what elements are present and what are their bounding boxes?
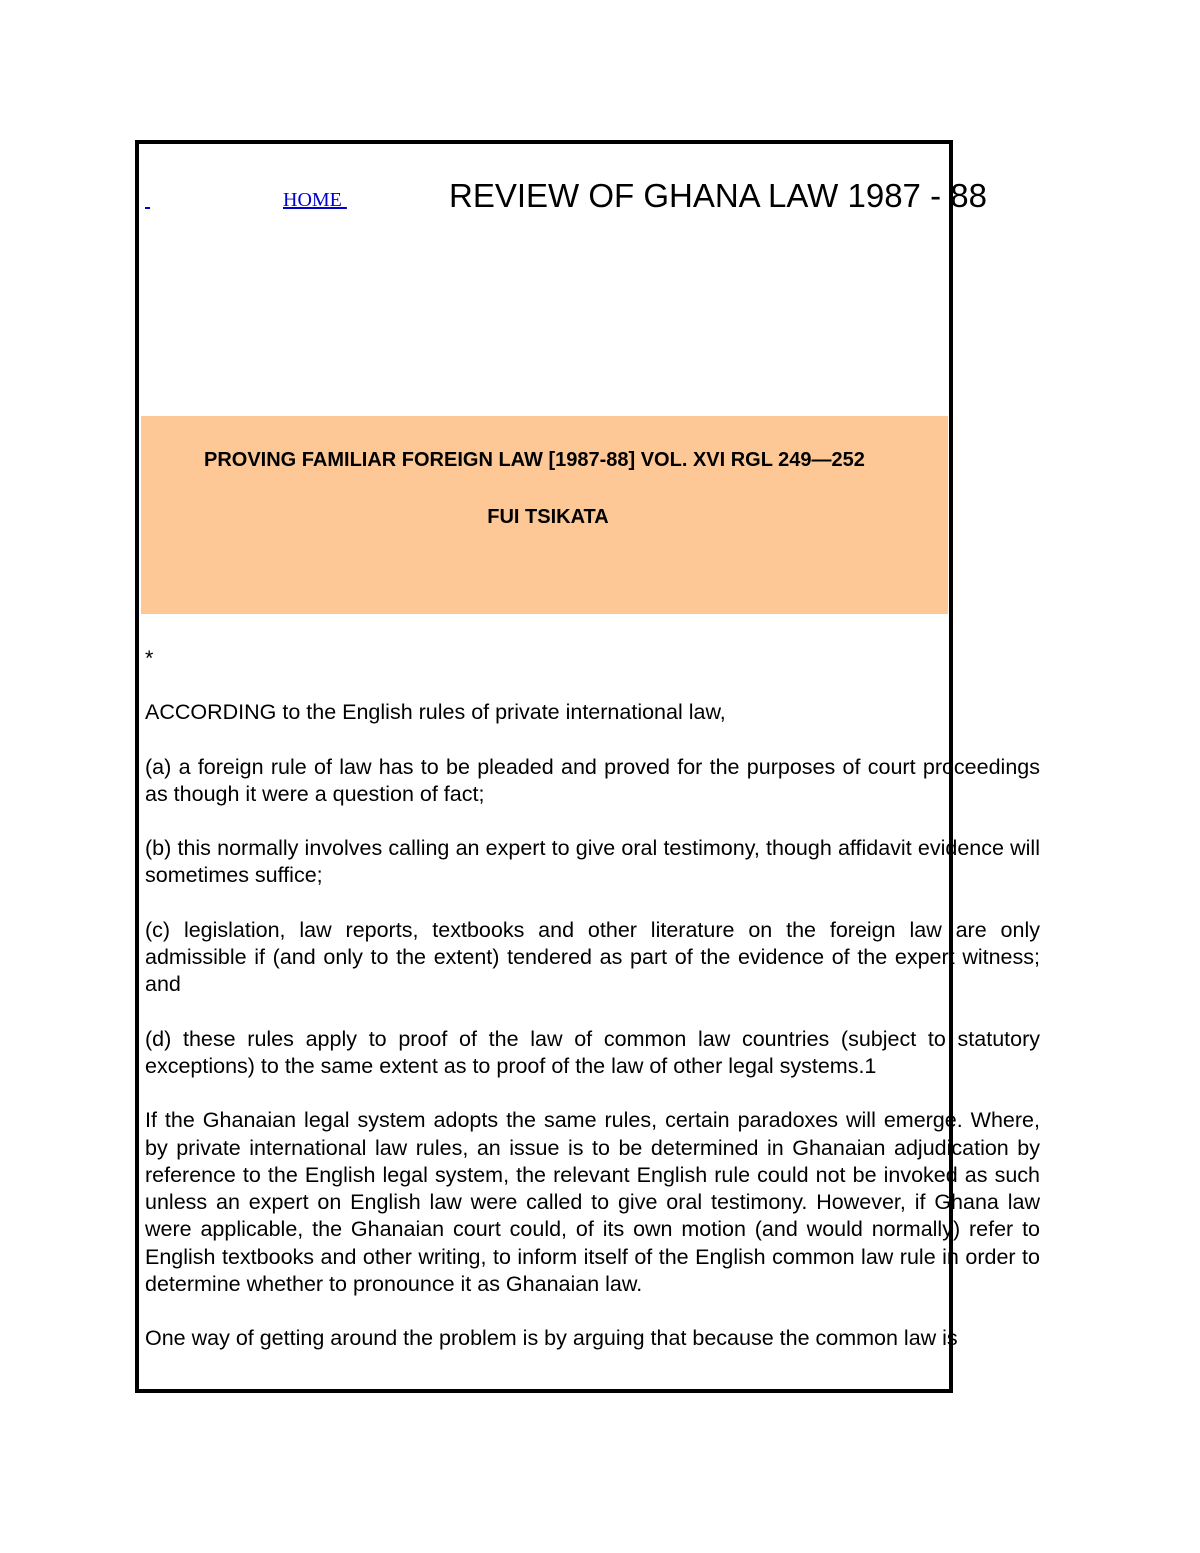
paragraph: (c) legislation, law reports, textbooks and other literature on the foreign law are only admissible if (and only to the extent) tendered as part of the evidence of the expert witness; and — [145, 917, 1040, 997]
paragraph: ACCORDING to the English rules of private international law, — [145, 700, 726, 725]
page-title: REVIEW OF GHANA LAW 1987 - 88 — [449, 177, 987, 214]
paragraph: (d) these rules apply to proof of the law of common law countries (subject to statutory exceptions) to the same extent as to proof of the law of other legal systems.1 — [145, 1026, 1040, 1078]
footnote-marker: * — [145, 646, 154, 670]
article-author-wrap — [141, 506, 1141, 529]
paragraph: If the Ghanaian legal system adopts the same rules, certain paradoxes will emerge. Where, by private international law rules, an issue is to be determined in Ghanaian adjudication by reference to the English legal system, the relevant English rule could not be invoked as such unless an expert on English law were called to give oral testimony. However, if Ghana law were applicable, the Ghanaian court could, of its own motion (and would normally) refer to English textbooks and other writing, to inform itself of the English common law rule in order to determine whether to pronounce it as Ghanaian law. — [145, 1108, 1040, 1297]
paragraph: One way of getting around the problem is by arguing that because the common law is — [145, 1326, 958, 1351]
header — [145, 175, 1045, 225]
article-author: FUI TSIKATA — [487, 506, 609, 528]
home-link[interactable]: HOME — [283, 189, 347, 211]
article-body — [145, 645, 1040, 1380]
paragraph: (a) a foreign rule of law has to be pleaded and proved for the purposes of court proceedings as though it were a question of fact; — [145, 754, 1040, 806]
article-title: PROVING FAMILIAR FOREIGN LAW [1987-88] VOL. XVI RGL 249—252 — [204, 449, 865, 471]
paragraph: (b) this normally involves calling an expert to give oral testimony, though affidavit evidence will sometimes suffice; — [145, 836, 1040, 888]
spacer-link[interactable] — [145, 189, 150, 212]
